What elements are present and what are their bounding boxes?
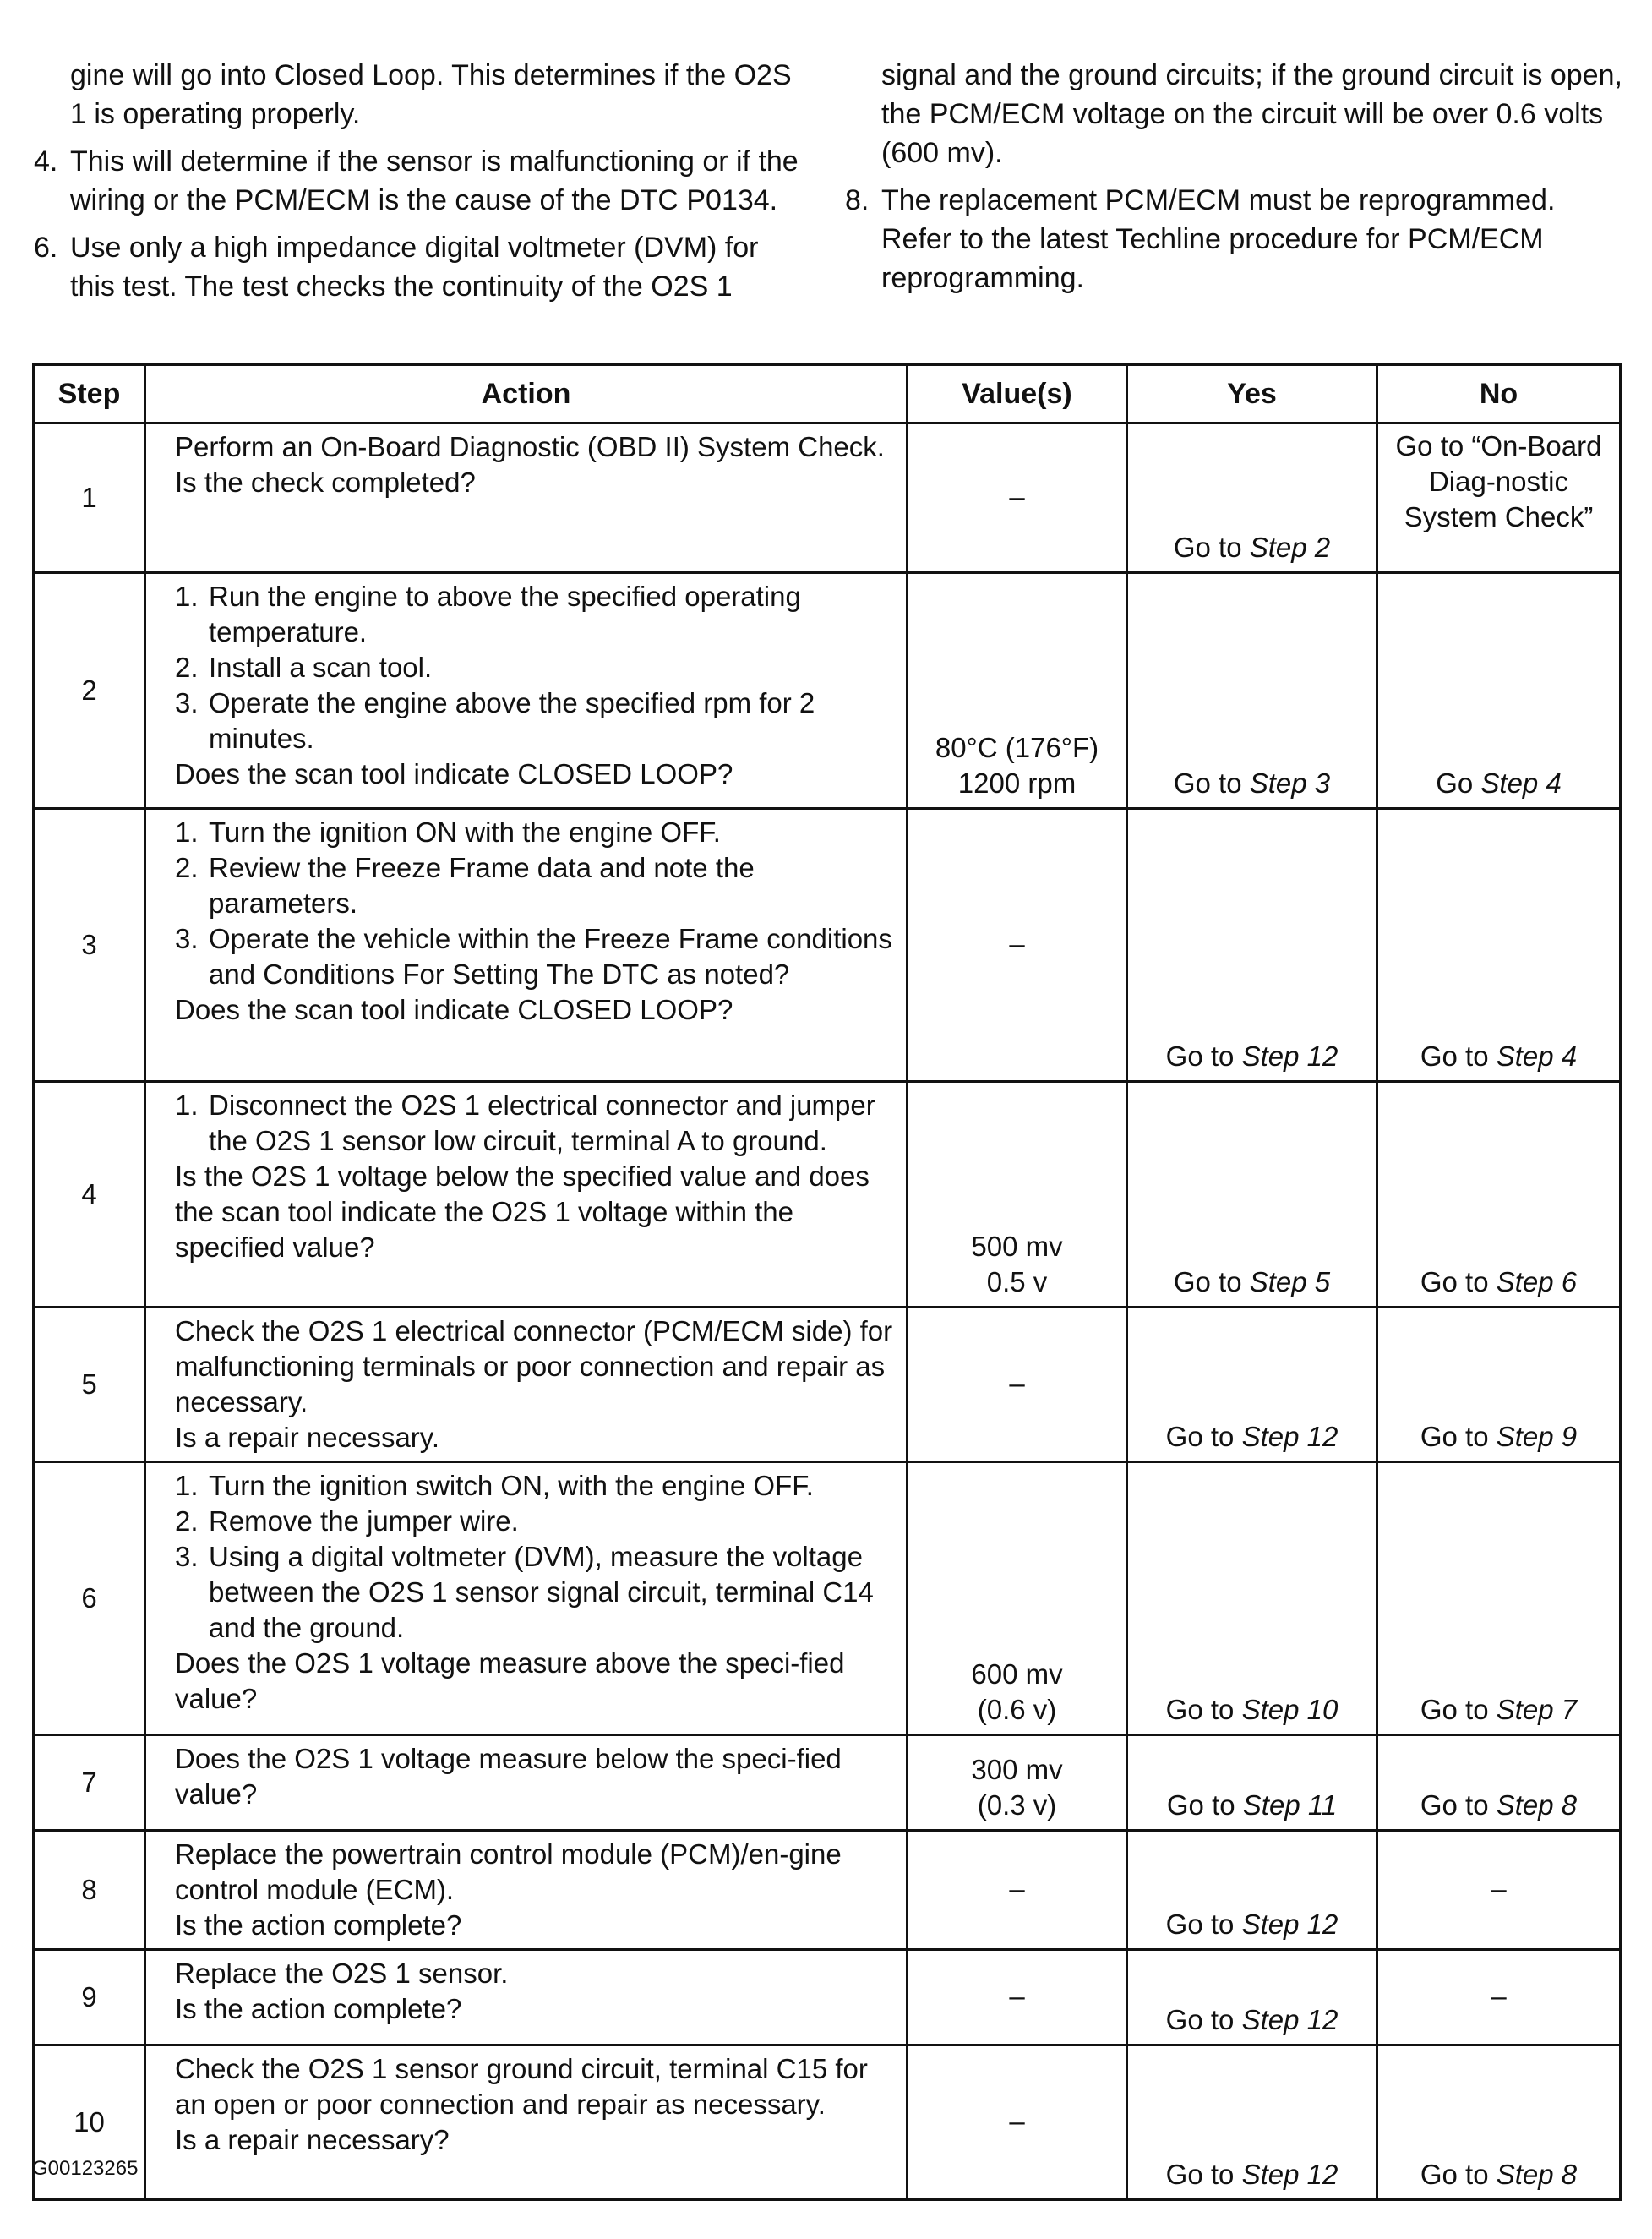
value-text: –: [1009, 928, 1025, 959]
no-cell: [1377, 423, 1621, 573]
value-cell: [908, 2045, 1127, 2200]
note-text: gine will go into Closed Loop. This determines if the O2S 1 is operating properly.: [70, 59, 792, 130]
no-prefix: Go to: [1420, 1040, 1497, 1072]
yes-cell: [1127, 1831, 1377, 1950]
no-prefix: Go to “On-Board Diag-nostic System Check”: [1395, 430, 1602, 532]
yes-prefix: Go to: [1166, 1789, 1243, 1821]
value-text: –: [1009, 481, 1025, 512]
value-cell: [908, 573, 1127, 809]
step-number: 7: [34, 1735, 145, 1831]
substep-text: Operate the engine above the specified rpm for 2 minutes.: [209, 687, 815, 754]
table-row: [34, 1735, 1621, 1831]
action-question: Is the check completed?: [175, 467, 476, 498]
step-number: 3: [34, 809, 145, 1082]
substep-number: 1.: [175, 816, 199, 848]
value-text: 0.5 v: [986, 1266, 1048, 1297]
substep-text: Install a scan tool.: [209, 652, 433, 683]
value-text: –: [1009, 1980, 1025, 2012]
action-question: Is the action complete?: [175, 1909, 462, 1941]
no-prefix: Go: [1436, 767, 1481, 799]
step-number: 5: [34, 1308, 145, 1462]
note-number: 6.: [34, 232, 58, 264]
no-cell: [1377, 573, 1621, 809]
substep-number: 2.: [175, 852, 199, 883]
no-result: [1420, 1264, 1577, 1300]
no-result: [1491, 1979, 1506, 2014]
no-result: [1420, 1692, 1577, 1728]
no-result: [1382, 429, 1615, 535]
note-continued: [34, 56, 799, 134]
step-number: 8: [34, 1831, 145, 1950]
action-substep: [175, 1504, 894, 1539]
yes-prefix: Go to: [1165, 1040, 1242, 1072]
substep-text: Disconnect the O2S 1 electrical connector and jumper the O2S 1 sensor low circuit, terminal A to ground.: [209, 1089, 875, 1156]
header-no: No: [1377, 365, 1621, 423]
yes-step-link: Step 12: [1241, 1421, 1339, 1452]
no-cell: [1377, 1308, 1621, 1462]
yes-prefix: Go to: [1173, 767, 1250, 799]
no-step-link: Step 6: [1496, 1266, 1578, 1297]
notes-left-column: [34, 56, 799, 314]
yes-step-link: Step 3: [1249, 767, 1331, 799]
value-text: (0.3 v): [977, 1789, 1057, 1821]
no-result: [1420, 1788, 1577, 1823]
action-cell: [145, 1082, 908, 1308]
action-substep: [175, 921, 894, 992]
no-step-link: Step 7: [1496, 1694, 1578, 1725]
action-question: Does the O2S 1 voltage measure above the speci-fied value?: [175, 1647, 845, 1714]
action-substep: [175, 1539, 894, 1646]
no-step-link: Step 8: [1496, 2159, 1578, 2190]
substep-number: 2.: [175, 1505, 199, 1537]
yes-cell: [1127, 1462, 1377, 1735]
value-cell: [908, 1735, 1127, 1831]
no-prefix: Go to: [1420, 2159, 1497, 2190]
yes-step-link: Step 5: [1249, 1266, 1331, 1297]
yes-result: [1166, 2002, 1339, 2038]
substep-text: Turn the ignition ON with the engine OFF.: [209, 816, 721, 848]
yes-cell: [1127, 423, 1377, 573]
yes-step-link: Step 2: [1249, 532, 1331, 563]
no-prefix: Go to: [1420, 1421, 1497, 1452]
no-cell: [1377, 1082, 1621, 1308]
step-number: 4: [34, 1082, 145, 1308]
note-text: Use only a high impedance digital voltmeter (DVM) for this test. The test checks the continuity of the O2S 1: [70, 232, 759, 303]
no-cell: [1377, 1735, 1621, 1831]
table-row: [34, 1950, 1621, 2045]
substep-number: 3.: [175, 687, 199, 718]
step-number: 1: [34, 423, 145, 573]
yes-prefix: Go to: [1173, 1266, 1250, 1297]
value-text: 1200 rpm: [957, 767, 1077, 799]
yes-prefix: Go to: [1165, 1694, 1242, 1725]
action-substep: [175, 579, 894, 650]
note-continued: [845, 56, 1631, 172]
no-prefix: –: [1491, 1873, 1507, 1904]
table-row: [34, 1082, 1621, 1308]
value-text: –: [1009, 2105, 1025, 2137]
yes-prefix: Go to: [1165, 1909, 1242, 1940]
action-substep: [175, 1468, 894, 1504]
value-cell: [908, 1831, 1127, 1950]
note-number: 8.: [845, 184, 870, 216]
substep-number: 1.: [175, 1089, 199, 1121]
action-question: Does the O2S 1 voltage measure below the speci-fied value?: [175, 1743, 842, 1810]
yes-step-link: Step 12: [1241, 2159, 1339, 2190]
substep-number: 3.: [175, 1541, 199, 1572]
substep-number: 1.: [175, 1470, 199, 1501]
note-4: [34, 142, 799, 220]
action-cell: [145, 1950, 908, 2045]
no-result: [1420, 1039, 1577, 1074]
substep-number: 1.: [175, 581, 199, 612]
action-question: Is a repair necessary?: [175, 2124, 450, 2155]
action-cell: [145, 573, 908, 809]
substep-text: Remove the jumper wire.: [209, 1505, 519, 1537]
substep-text: Operate the vehicle within the Freeze Frame conditions and Conditions For Setting The DTC as noted?: [209, 923, 892, 990]
figure-code: G00123265: [32, 2157, 139, 2180]
action-substep: [175, 685, 894, 756]
table-row: [34, 1831, 1621, 1950]
table-header-row: [34, 365, 1621, 423]
no-cell: [1377, 1950, 1621, 2045]
note-text: This will determine if the sensor is malfunctioning or if the wiring or the PCM/ECM is the cause of the DTC P0134.: [70, 145, 799, 216]
substep-text: Turn the ignition switch ON, with the engine OFF.: [209, 1470, 814, 1501]
action-cell: [145, 809, 908, 1082]
action-question: Does the scan tool indicate CLOSED LOOP?: [175, 758, 733, 789]
notes-right-column: [845, 56, 1631, 306]
no-prefix: Go to: [1420, 1266, 1497, 1297]
header-value: Value(s): [908, 365, 1127, 423]
action-text: Replace the O2S 1 sensor.: [175, 1958, 509, 1989]
substep-text: Using a digital voltmeter (DVM), measure the voltage between the O2S 1 sensor signal circuit, terminal C14 and the ground.: [209, 1541, 874, 1643]
yes-result: [1174, 1264, 1330, 1300]
step-number: 6: [34, 1462, 145, 1735]
step-number: 10: [34, 2045, 145, 2200]
action-text: Check the O2S 1 electrical connector (PCM/ECM side) for malfunctioning terminals or poor connection and repair as necessary.: [175, 1315, 893, 1417]
table-row: [34, 573, 1621, 809]
substep-text: Review the Freeze Frame data and note the parameters.: [209, 852, 755, 919]
value-cell: [908, 1462, 1127, 1735]
yes-step-link: Step 12: [1241, 1040, 1339, 1072]
value-text: 600 mv: [971, 1658, 1063, 1690]
action-substep: [175, 815, 894, 850]
no-step-link: Step 8: [1496, 1789, 1578, 1821]
yes-step-link: Step 10: [1241, 1694, 1339, 1725]
action-question: Does the scan tool indicate CLOSED LOOP?: [175, 994, 733, 1025]
note-text: The replacement PCM/ECM must be reprogrammed. Refer to the latest Techline procedure for PCM/ECM reprogramming.: [881, 184, 1556, 294]
value-cell: [908, 1308, 1127, 1462]
yes-step-link: Step 12: [1241, 2004, 1339, 2035]
action-cell: [145, 1462, 908, 1735]
action-substep: [175, 850, 894, 921]
yes-step-link: Step 12: [1241, 1909, 1339, 1940]
yes-prefix: Go to: [1165, 2159, 1242, 2190]
yes-prefix: Go to: [1165, 2004, 1242, 2035]
no-step-link: Step 9: [1496, 1421, 1578, 1452]
action-substep: [175, 650, 894, 685]
yes-cell: [1127, 2045, 1377, 2200]
substep-number: 2.: [175, 652, 199, 683]
no-result: [1420, 2157, 1577, 2193]
table-row: [34, 2045, 1621, 2200]
no-prefix: Go to: [1420, 1789, 1497, 1821]
no-result: [1420, 1419, 1577, 1455]
no-prefix: –: [1491, 1980, 1507, 2012]
yes-cell: [1127, 1308, 1377, 1462]
yes-result: [1174, 766, 1330, 801]
action-text: Check the O2S 1 sensor ground circuit, terminal C15 for an open or poor connection and repair as necessary.: [175, 2053, 868, 2120]
substep-number: 3.: [175, 923, 199, 954]
yes-result: [1166, 1419, 1339, 1455]
yes-prefix: Go to: [1173, 532, 1250, 563]
yes-result: [1166, 1907, 1339, 1942]
table-row: [34, 809, 1621, 1082]
header-step: Step: [34, 365, 145, 423]
value-text: (0.6 v): [977, 1694, 1057, 1725]
note-text: signal and the ground circuits; if the ground circuit is open, the PCM/ECM voltage on the circuit will be over 0.6 volts (600 mv).: [881, 59, 1622, 169]
action-cell: [145, 2045, 908, 2200]
yes-result: [1166, 1692, 1339, 1728]
no-cell: [1377, 1831, 1621, 1950]
no-cell: [1377, 2045, 1621, 2200]
step-number: 2: [34, 573, 145, 809]
header-action: Action: [145, 365, 908, 423]
yes-result: [1166, 2157, 1339, 2193]
value-cell: [908, 1082, 1127, 1308]
yes-result: [1167, 1788, 1337, 1823]
action-text: Perform an On-Board Diagnostic (OBD II) System Check.: [175, 431, 885, 462]
table-row: [34, 1308, 1621, 1462]
no-cell: [1377, 809, 1621, 1082]
table-row: [34, 1462, 1621, 1735]
action-text: Replace the powertrain control module (PCM)/en-gine control module (ECM).: [175, 1838, 842, 1905]
no-step-link: Step 4: [1496, 1040, 1578, 1072]
note-6: [34, 228, 799, 306]
no-result: [1436, 766, 1562, 801]
no-step-link: Step 4: [1480, 767, 1562, 799]
yes-cell: [1127, 1950, 1377, 2045]
action-question: Is the action complete?: [175, 1993, 462, 2024]
action-cell: [145, 1831, 908, 1950]
value-text: –: [1009, 1368, 1025, 1399]
table-row: [34, 423, 1621, 573]
action-cell: [145, 1308, 908, 1462]
no-result: [1491, 1871, 1506, 1907]
action-question: Is the O2S 1 voltage below the specified value and does the scan tool indicate the O2S 1 voltage within the specified value?: [175, 1160, 870, 1263]
note-8: [845, 181, 1631, 298]
action-substep: [175, 1088, 894, 1159]
note-number: 4.: [34, 145, 58, 177]
value-text: 80°C (176°F): [935, 732, 1099, 763]
yes-cell: [1127, 573, 1377, 809]
value-cell: [908, 1950, 1127, 2045]
step-number: 9: [34, 1950, 145, 2045]
action-question: Is a repair necessary.: [175, 1422, 440, 1453]
action-cell: [145, 423, 908, 573]
notes: [34, 56, 1631, 335]
value-cell: [908, 809, 1127, 1082]
yes-cell: [1127, 1735, 1377, 1831]
no-prefix: Go to: [1420, 1694, 1497, 1725]
action-cell: [145, 1735, 908, 1831]
value-text: 300 mv: [971, 1754, 1063, 1785]
yes-prefix: Go to: [1165, 1421, 1242, 1452]
yes-cell: [1127, 1082, 1377, 1308]
yes-result: [1174, 530, 1330, 565]
diagnostic-table: [32, 363, 1622, 2201]
substep-text: Run the engine to above the specified operating temperature.: [209, 581, 801, 647]
value-text: 500 mv: [971, 1231, 1063, 1262]
header-yes: Yes: [1127, 365, 1377, 423]
yes-result: [1166, 1039, 1339, 1074]
value-text: –: [1009, 1873, 1025, 1904]
value-cell: [908, 423, 1127, 573]
yes-cell: [1127, 809, 1377, 1082]
no-cell: [1377, 1462, 1621, 1735]
yes-step-link: Step 11: [1242, 1789, 1338, 1821]
